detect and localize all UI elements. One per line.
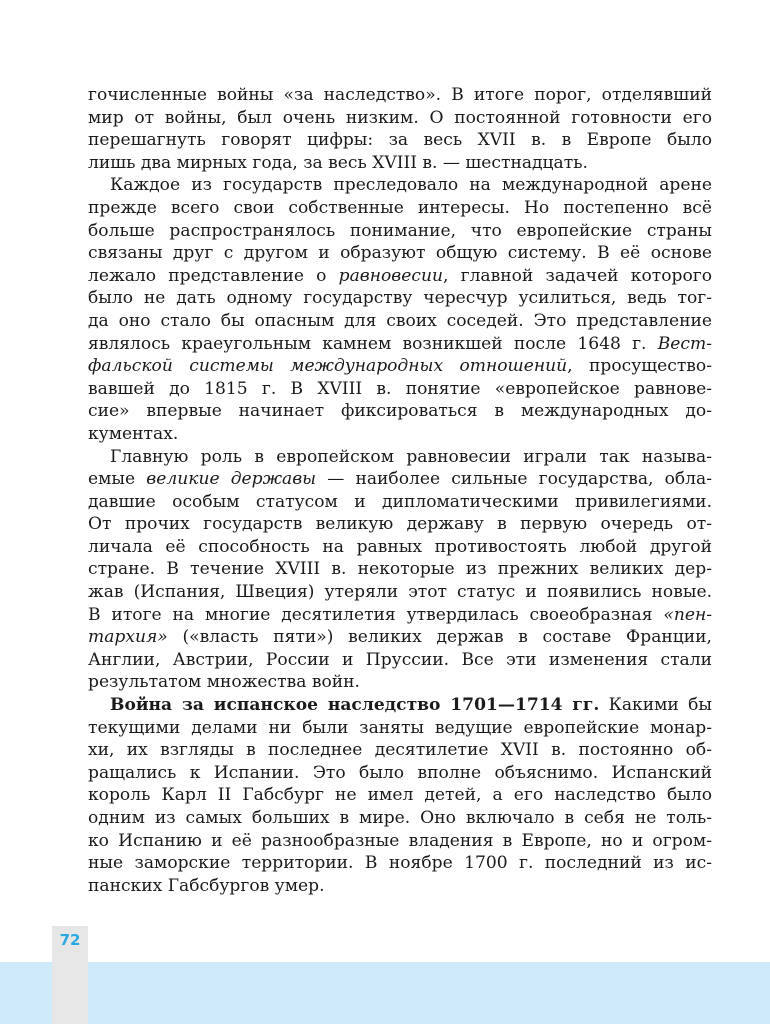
section-heading: Война за испанское наследство 1701—1714 гг.: [110, 695, 600, 716]
text-line: Главную роль в европейском равновесии играли так называ-: [110, 446, 712, 467]
term-westphalian-start: Вест-: [657, 333, 712, 354]
text-line: гочисленные войны «за наследство». В итоге порог, отделявший: [88, 85, 712, 105]
term-pentarchy-start: «пен-: [663, 604, 712, 625]
text-line: ко Испанию и её разнообразные владения в Европе, но и огром-: [88, 830, 712, 851]
text-line: результатом множества войн.: [88, 672, 360, 693]
text-line: одним из самых больших в мире. Оно включало в себя не толь-: [88, 808, 712, 828]
text-line: личала её способность на равных противостоять любой другой: [88, 536, 712, 557]
text-line: лишь два мирных года, за весь XVIII в. — шестнадцать.: [88, 152, 588, 173]
text-line: прежде всего свои собственные интересы. Но постепенно всё: [88, 197, 712, 218]
text-line: ращались к Испании. Это было вполне объяснимо. Испанский: [88, 762, 712, 783]
text-line: лежало представление о равновесии, главной задачей которого: [88, 265, 712, 286]
text-line: мир от войны, был очень низким. О постоянной готовности его: [88, 107, 712, 128]
term-pentarchy: тархия»: [88, 627, 168, 648]
footer-band: [0, 962, 770, 1024]
text-line: связаны друг с другом и образуют общую систему. В её основе: [88, 243, 712, 264]
text-line: король Карл II Габсбург не имел детей, а его наследство было: [88, 785, 712, 806]
term-great-powers: великие державы: [146, 469, 317, 490]
main-text: [88, 84, 712, 897]
term-westphalian-system: фальской системы международных отношений: [88, 356, 568, 377]
text-line: Война за испанское наследство 1701—1714 гг. Какими бы: [110, 695, 712, 716]
page-number: 72: [59, 931, 81, 949]
text-line: текущими делами ни были заняты ведущие европейские монар-: [88, 717, 712, 738]
text-line: жав (Испания, Швеция) утеряли этот статус и появились новые.: [88, 582, 712, 603]
text-line: было не дать одному государству чересчур усилиться, ведь тог-: [88, 288, 712, 309]
text-line: да оно стало бы опасным для своих соседей. Это представление: [88, 310, 712, 331]
text-line: кументах.: [88, 423, 179, 444]
text-line: стране. В течение XVIII в. некоторые из прежних великих дер-: [88, 559, 712, 580]
text-line: ные заморские территории. В ноябре 1700 г. последний из ис-: [88, 853, 712, 874]
text-line: фальской системы международных отношений, просущество-: [88, 356, 713, 377]
text-line: сие» впервые начинает фиксироваться в международных до-: [88, 401, 712, 422]
text-line: Каждое из государств преследовало на международной арене: [110, 175, 712, 196]
text-line: давшие особым статусом и дипломатическими привилегиями.: [88, 491, 712, 512]
text-line: Англии, Австрии, России и Пруссии. Все эти изменения стали: [88, 649, 712, 670]
text-line: В итоге на многие десятилетия утвердилась своеобразная «пен-: [88, 604, 712, 625]
text-line: От прочих государств великую державу в первую очередь от-: [88, 514, 712, 535]
text-line: являлось краеугольным камнем возникшей после 1648 г. Вест-: [88, 333, 712, 354]
text-line: больше распространялось понимание, что европейские страны: [88, 220, 712, 241]
text-line: перешагнуть говорят цифры: за весь XVII в. в Европе было: [88, 130, 712, 151]
text-line: емые великие державы — наиболее сильные государства, обла-: [88, 469, 712, 490]
text-line: вавшей до 1815 г. В XVIII в. понятие «европейское равнове-: [88, 378, 712, 399]
text-line: панских Габсбургов умер.: [88, 875, 325, 896]
term-ravnovesie: равновесии: [338, 265, 443, 286]
text-line: хи, их взгляды в последнее десятилетие XVII в. постоянно об-: [88, 740, 712, 761]
text-line: тархия» («власть пяти») великих держав в составе Франции,: [88, 627, 712, 648]
